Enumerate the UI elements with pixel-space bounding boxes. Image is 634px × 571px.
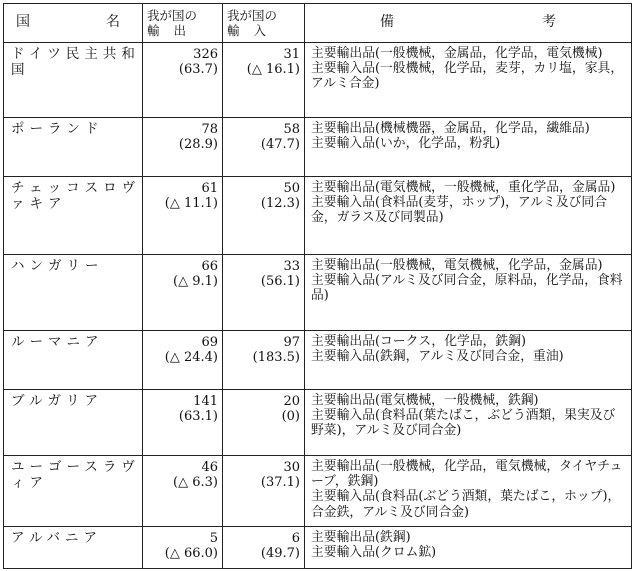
main-imports-note: 主要輸入品(食料品(葉たばこ，ぶどう酒類，果実及び野菜)，アルミ及び同合金) (311, 408, 616, 439)
main-exports-note: 主要輸出品(機械機器，金属品，化学品，繊維品) (311, 121, 590, 136)
import-cell (223, 390, 305, 456)
country-cell: アルバニア (4, 527, 143, 569)
main-imports-note: 主要輸入品(鉄鋼，アルミ及び同合金，重油) (311, 349, 564, 365)
export-cell (143, 331, 223, 390)
table-row (4, 43, 632, 118)
main-exports-note: 主要輸出品(一般機械，電気機械，化学品，金属品) (311, 258, 603, 273)
remarks-cell (305, 118, 632, 177)
header-remarks: 備 考 (305, 4, 632, 43)
import-cell (223, 177, 305, 255)
table-row (4, 118, 632, 177)
export-cell (143, 177, 223, 255)
import-cell (223, 255, 305, 331)
table-row (4, 177, 632, 255)
country-cell: チェッコスロヴァキア (4, 177, 143, 255)
header-import: 我が国の 輸入 (223, 4, 305, 43)
header-export: 我が国の 輸出 (143, 4, 223, 43)
main-exports-note: 主要輸出品(一般機械，化学品，電気機械，タイヤチューブ，鉄鋼) (311, 459, 623, 490)
table-row (4, 255, 632, 331)
remarks-cell (305, 177, 632, 255)
import-cell (223, 456, 305, 527)
export-change: (△ 9.1) (173, 274, 218, 289)
import-value: 20 (283, 394, 300, 409)
export-value: 78 (201, 122, 218, 137)
main-exports-note: 主要輸出品(コークス，化学品，鉄鋼) (311, 334, 526, 349)
main-exports-note: 主要輸出品(鉄鋼) (311, 530, 411, 545)
import-cell (223, 43, 305, 118)
export-change: (63.7) (178, 62, 218, 77)
import-change: (183.5) (252, 350, 300, 365)
export-change: (△ 66.0) (164, 546, 218, 561)
export-change: (28.9) (178, 137, 218, 152)
import-change: (49.7) (260, 546, 300, 561)
table-row (4, 456, 632, 527)
main-exports-note: 主要輸出品(一般機械，金属品，化学品，電気機械) (311, 46, 603, 61)
remarks-cell (305, 331, 632, 390)
table-row (4, 390, 632, 456)
import-change: (47.7) (260, 137, 300, 152)
export-cell (143, 118, 223, 177)
export-cell (143, 43, 223, 118)
import-value: 30 (283, 460, 300, 475)
import-cell (223, 118, 305, 177)
remarks-cell (305, 43, 632, 118)
country-cell: ルーマニア (4, 331, 143, 390)
export-cell (143, 527, 223, 569)
import-value: 6 (291, 531, 300, 546)
export-value: 326 (193, 47, 218, 62)
main-imports-note: 主要輸入品(アルミ及び同合金，原料品，化学品，食料品) (311, 273, 623, 304)
country-cell: ユーゴースラヴィア (4, 456, 143, 527)
import-change: (56.1) (260, 274, 300, 289)
export-cell (143, 390, 223, 456)
remarks-cell (305, 390, 632, 456)
main-imports-note: 主要輸入品(クロム鉱) (311, 545, 437, 561)
header-country: 国 名 (4, 4, 143, 43)
import-cell (223, 527, 305, 569)
export-cell (143, 456, 223, 527)
country-cell: ポーランド (4, 118, 143, 177)
remarks-cell (305, 527, 632, 569)
import-change: (0) (281, 409, 300, 424)
country-cell: ハンガリー (4, 255, 143, 331)
import-value: 58 (283, 122, 300, 137)
country-cell: ブルガリア (4, 390, 143, 456)
main-imports-note: 主要輸入品(食料品(ぶどう酒類，葉たばこ，ホップ)，合金鉄，アルミ及び同合金) (311, 489, 621, 520)
table-row (4, 527, 632, 569)
export-value: 69 (201, 335, 218, 350)
country-cell: ドイツ民主共和国 (4, 43, 143, 118)
trade-table (3, 3, 632, 569)
main-exports-note: 主要輸出品(電気機械，一般機械，重化学品，金属品) (311, 180, 616, 195)
export-value: 66 (201, 259, 218, 274)
export-value: 5 (209, 531, 218, 546)
main-imports-note: 主要輸入品(一般機械，化学品，麦芽，カリ塩，家具，アルミ合金) (311, 61, 624, 92)
main-exports-note: 主要輸出品(電気機械，一般機械，鉄鋼) (311, 393, 539, 408)
export-cell (143, 255, 223, 331)
import-change: (37.1) (260, 475, 300, 490)
main-imports-note: 主要輸入品(食料品(麦芽，ホップ)，アルミ及び同合金，ガラス及び同製品) (311, 195, 607, 226)
main-imports-note: 主要輸入品(いか，化学品，粉乳) (311, 136, 501, 152)
header-row (4, 4, 632, 43)
import-change: (12.3) (260, 196, 300, 211)
export-change: (△ 24.4) (164, 350, 218, 365)
export-change: (△ 6.3) (173, 475, 218, 490)
import-value: 50 (283, 181, 300, 196)
export-change: (△ 11.1) (164, 196, 218, 211)
import-change: (△ 16.1) (246, 62, 300, 77)
remarks-cell (305, 456, 632, 527)
import-value: 31 (283, 47, 300, 62)
import-value: 33 (283, 259, 300, 274)
export-value: 141 (193, 394, 218, 409)
import-value: 97 (283, 335, 300, 350)
export-change: (63.1) (178, 409, 218, 424)
table-row (4, 331, 632, 390)
export-value: 46 (201, 460, 218, 475)
remarks-cell (305, 255, 632, 331)
import-cell (223, 331, 305, 390)
export-value: 61 (201, 181, 218, 196)
